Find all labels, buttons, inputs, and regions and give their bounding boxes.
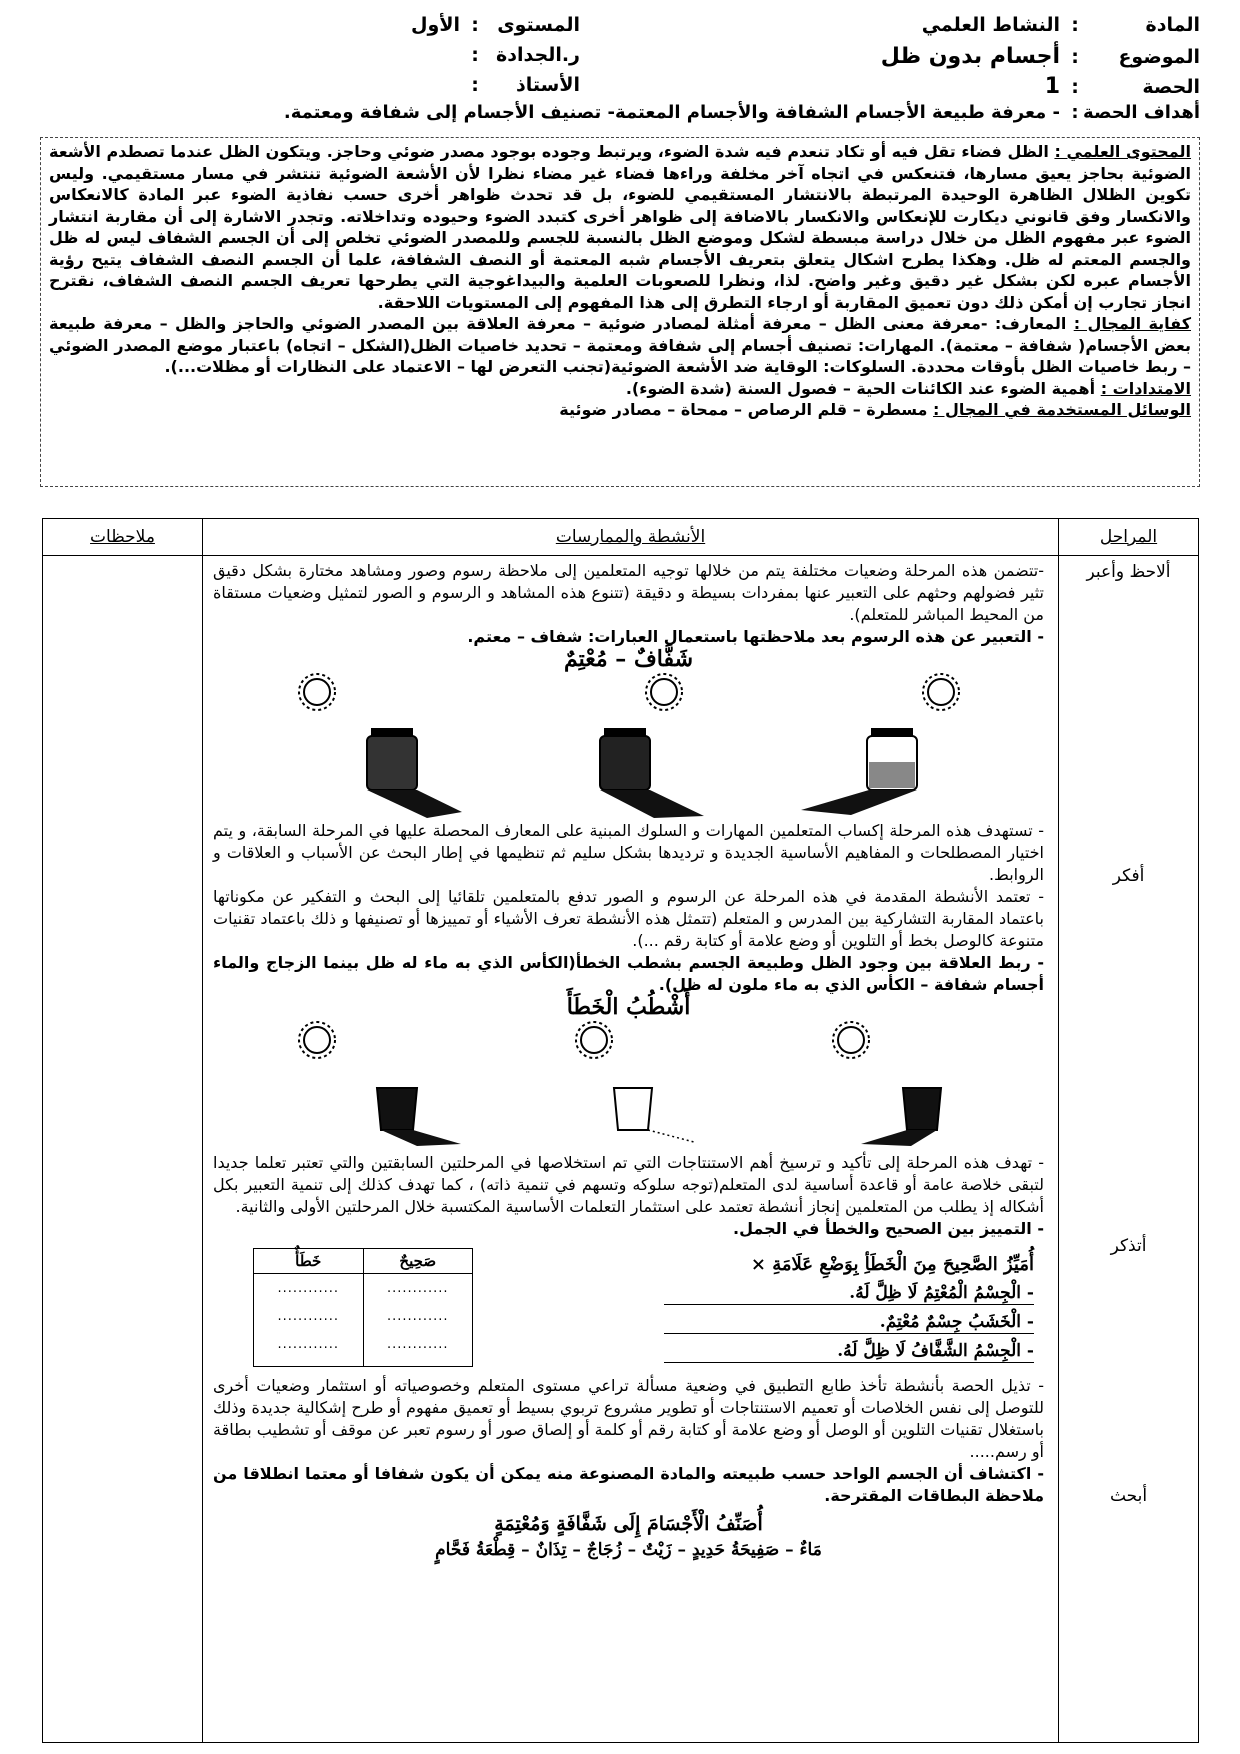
school-row: ر.الجدادة:	[471, 44, 580, 66]
sun-jar-figure-3	[277, 670, 467, 820]
sun-glass-figure-3	[277, 1018, 467, 1148]
stage-observe: ألاحظ وأعبر	[1086, 562, 1171, 582]
figure1-title: شَفَّافٌ – مُعْتِمٌ	[563, 646, 694, 672]
stage1-task: - التعبير عن هذه الرسوم بعد ملاحظتها باستعمال العبارات: شفاف – معتم.	[467, 627, 1044, 646]
school-label: ر.الجدادة	[496, 44, 580, 66]
sun-icon	[833, 1022, 869, 1058]
sun-icon	[646, 674, 682, 710]
tf-wrong-column: ............ ............ ............	[254, 1274, 364, 1367]
lesson-header	[40, 14, 1200, 132]
glass-icon	[377, 1088, 417, 1130]
goals-row: أهداف الحصة:- معرفة طبيعة الأجسام الشفافة والأجسام المعتمة- تصنيف الأجسام إلى شفافة ومعتمة.	[283, 102, 1200, 123]
true-false-exercise	[253, 1248, 1034, 1369]
activities-table	[42, 518, 1199, 1743]
subject-label: المادة	[1145, 14, 1200, 36]
stage-research: أبحث	[1109, 1486, 1148, 1506]
sun-icon	[299, 674, 335, 710]
subject-value: النشاط العلمي	[921, 14, 1060, 36]
activities-cell	[203, 556, 1059, 1743]
goals-value: - معرفة طبيعة الأجسام الشفافة والأجسام المعتمة- تصنيف الأجسام إلى شفافة ومعتمة.	[283, 102, 1060, 123]
figure1-jars	[243, 670, 1014, 820]
scientific-content-box	[40, 137, 1200, 487]
stage1-desc: -تتضمن هذه المرحلة وضعيات مختلفة يتم من خلالها توجيه المتعلمين إلى ملاحظة رسوم وصور ومشاهد مختارة بشكل دقيق تثير فضولهم وحثهم على التعبير عنها بمفردات بسيطة و دقيقة (تتنوع هذه المشاهد و الرسوم و الصور لتمثيل وضعيات مستقاة من المحيط المباشر للمتعلم).	[213, 561, 1044, 624]
subject-row: المادة:النشاط العلمي	[921, 14, 1200, 36]
goals-label: أهداف الحصة	[1083, 102, 1200, 123]
tf-answer-table	[253, 1248, 473, 1367]
col-stages: المراحل	[1059, 519, 1199, 556]
stage2-task: - ربط العلاقة بين وجود الظل وطبيعة الجسم بشطب الخطأ(الكأس الذي به ماء له ظل بينما الزجاج والماء أجسام شفافة – الكأس الذي به ماء ملون له ظل).	[213, 953, 1044, 994]
stages-cell	[1059, 556, 1199, 1743]
tools-label: الوسائل المستخدمة في المجال :	[933, 400, 1191, 419]
level-row: المستوى:الأول	[411, 14, 580, 36]
stage3-task: - التمييز بين الصحيح والخطأ في الجمل.	[733, 1219, 1044, 1238]
stage3-desc: - تهدف هذه المرحلة إلى تأكيد و ترسيخ أهم الاستنتاجات التي تم استخلاصها في المرحلتين السابقتين والتي تعتبر تعلما جديدا لتبقى خلاصة عامة أو قاعدة أساسية لدى المتعلم(توجه سلوكه وتسهم في تنمية ذاته) ، كما تهدف كذلك إلى تنمية التعبير بكل أشكاله إذ يطلب من المتعلمين إنجاز أنشطة تعتمد على استثمار التعلمات الأساسية المكتسبة خلال المرحلتين الأولى والثانية.	[213, 1153, 1044, 1216]
jar-icon	[867, 728, 917, 790]
stage-think: أفكر	[1112, 866, 1145, 886]
stage-remember: أتذكر	[1110, 1236, 1147, 1256]
glass-icon	[614, 1088, 652, 1130]
scientific-content: المحتوى العلمي : الظل فضاء تقل فيه أو تكاد تنعدم فيه شدة الضوء، ويرتبط وجوده بوجود مصدر ضوئي وحاجز. ويتكون الظل عندما تصطدم الأشعة الضوئية بحاجز يعيق مسارها، فتنعكس في اتجاه آخر مخلفة وراءها فضاء غير مضاء نظرا لأن الأشعة الضوئية تنتشر في مسار مستقيمي. وليس تكوين الظلال الظاهرة الوحيدة المرتبطة بالانتشار المستقيمي للضوء، بل قد تحدث ظواهر أخرى حسب نفاذية الضوء عبر المادة كالانعكاس والانكسار وفق قانوني ديكارت للإنعكاس والانكسار بالاضافة إلى ظواهر أخرى كتبدد الضوء وحيوده وتداخلاته. وتجدر الاشارة إلى أن مقاربة انتشار الضوء عبر مفهوم الظل من خلال دراسة مبسطة لشكل وموضع الظل بالنسبة للجسم وللمصدر الضوئي تخلص إلى أن الجسم الشفاف ليس له ظل والجسم المعتم له ظل. وهكذا يطرح اشكال يتعلق بتعريف الأجسام شبه المعتمة أو النصف الشفافة، علما أن الجسم النصف الشفاف يتيح رؤية الأجسام عبره لكن بشكل غير دقيق وغير واضح. لذا، ونظرا للصعوبات العلمية والبيداغوجية التي يطرحها تعريف الجسم النصف الشفاف، نقترح انجاز تجارب إن أمكن ذلك دون تعميق المقاربة أو ارجاء التطرق إلى هذا المفهوم إلى المستويات اللاحقة.	[49, 142, 1192, 312]
teacher-row: الأستاذ:	[471, 74, 580, 96]
competency: كفاية المجال : المعارف: -معرفة معنى الظل – معرفة أمثلة لمصادر ضوئية – معرفة العلاقة بين المصدر الضوئي والحاجز والظل – معرفة طبيعة بعض الأجسام( شفافة – معتمة). المهارات: تصنيف أجسام إلى شفافة ومعتمة – تحديد خاصيات الظل(الشكل – اتجاه) باعتبار موضع المصدر الضوئي – ربط خاصيات الظل بأوقات محددة. السلوكات: الوقاية ضد الأشعة الضوئية(تجنب التعرض لها – الاعتماد على النظارات أو مظلات...).	[49, 314, 1191, 376]
jar-icon	[367, 728, 417, 790]
jar-icon	[600, 728, 650, 790]
tf-statement-1: - الْجِسْمُ الْمُعْتِمُ لَا ظِلَّ لَهُ.	[664, 1282, 1034, 1305]
shadow-shape	[600, 790, 704, 818]
tf-statement-3: - الْجِسْمُ الشَّفَّافُ لَا ظِلَّ لَهُ.	[664, 1340, 1034, 1363]
tools: الوسائل المستخدمة في المجال : مسطرة – قلم الرصاص – ممحاة – مصادر ضوئية	[559, 400, 1191, 419]
extensions: الامتدادات : أهمية الضوء عند الكائنات الحية – فصول السنة (شدة الضوء).	[625, 378, 1191, 398]
sun-jar-figure-2	[534, 670, 724, 820]
scientific-content-label: المحتوى العلمي :	[1054, 142, 1192, 161]
stage2-desc-2: - تعتمد الأنشطة المقدمة في هذه المرحلة عن الرسوم و الصور تدفع بالمتعلمين تلقائيا إلى البحث و التفكير عن مكوناتها باعتماد المقاربة التشاركية بين المدرس و المتعلم (تتمثل هذه الأنشطة تعرف الأشياء أو تمييزها أو تصنيفها و ذلك باعتماد تقنيات متنوعة كالوصل بخط أو التلوين أو وضع علامة أو كتابة رقم ...).	[213, 887, 1044, 950]
topic-label: الموضوع	[1118, 46, 1200, 68]
table-body-row	[43, 556, 1199, 1743]
stage2-desc: - تستهدف هذه المرحلة إكساب المتعلمين المهارات و السلوك المبنية على المعارف المحصلة عليها في المرحلة السابقة، و يتم اختيار المصطلحات و المفاهيم الأساسية الجديدة و ترديدها بشكل سليم ثم تنظيمها في إطار البحث عن الأسباب و العلاقات و الروابط.	[213, 821, 1044, 884]
tf-instruction: أُمَيِّزُ الصَّحِيحَ مِنَ الْخَطَأِ بِوَضْعِ عَلَامَةِ ×	[750, 1254, 1034, 1275]
shadow-shape	[861, 1130, 937, 1146]
sun-jar-figure-1	[791, 670, 981, 820]
faint-shadow	[618, 1130, 694, 1142]
sun-glass-figure-1	[791, 1018, 981, 1148]
level-value: الأول	[411, 14, 460, 36]
shadow-shape	[381, 1130, 461, 1146]
session-row: الحصة:1	[1044, 74, 1200, 99]
competency-label: كفاية المجال :	[1073, 314, 1191, 333]
sun-icon	[299, 1022, 335, 1058]
teacher-label: الأستاذ	[516, 74, 580, 96]
extensions-label: الامتدادات :	[1100, 378, 1191, 398]
tf-correct-column: ............ ............ ............	[363, 1274, 473, 1367]
tf-wrong-header: خَطَأٌ	[254, 1249, 364, 1274]
sun-icon	[576, 1022, 612, 1058]
session-label: الحصة	[1142, 76, 1200, 98]
stage4-desc: - تذيل الحصة بأنشطة تأخذ طابع التطبيق في وضعية مسألة تراعي مستوى المتعلم وخصوصياته أو استثمار وضعيات أخرى للتوصل إلى نفس الخلاصات أو تعميم الاستنتاجات أو تطوير مشروع تربوي بسيط أو تعميق مفهوم أو طرح إشكالية جديدة وذلك باستغلال تقنيات التلوين أو الوصل أو وضع علامة أو كتابة رقم أو كلمة أو إلصاق صور أو رسوم تعبر عن موقف أو تشطيب بطاقة أو رسم.....	[213, 1376, 1044, 1461]
sun-glass-figure-2	[534, 1018, 724, 1148]
table-header-row	[43, 519, 1199, 556]
stage4-task: - اكتشاف أن الجسم الواحد حسب طبيعته والمادة المصنوعة منه يمكن أن يكون شفافا أو معتما انطلاقا من ملاحظة البطاقات المقترحة.	[213, 1464, 1044, 1505]
tf-correct-header: صَحِيحٌ	[363, 1249, 473, 1274]
classify-items: مَاءٌ – صَفِيحَةُ حَدِيدٍ – زَيْتٌ – زُجَاجٌ – تِذَانٌ – قِطْعَةُ فَحَّامٍ	[435, 1540, 822, 1560]
shadow-shape	[367, 790, 462, 818]
level-label: المستوى	[497, 14, 580, 36]
tf-statement-2: - الْخَشَبُ جِسْمٌ مُعْتِمٌ.	[664, 1311, 1034, 1334]
figure2-glasses	[243, 1018, 1014, 1148]
glass-icon	[903, 1088, 941, 1130]
topic-value: أجسام بدون ظل	[880, 44, 1060, 69]
tf-statements	[574, 1248, 1034, 1369]
session-value: 1	[1044, 74, 1060, 99]
sun-icon	[923, 674, 959, 710]
topic-row: الموضوع:أجسام بدون ظل	[880, 44, 1200, 69]
shadow-shape	[801, 790, 917, 815]
notes-cell	[43, 556, 203, 1743]
classify-title: أُصَنِّفُ الْأَجْسَامَ إِلَى شَفَّافَةٍ وَمُعْتِمَةٍ	[494, 1513, 763, 1535]
col-activities: الأنشطة والممارسات	[203, 519, 1059, 556]
figure2-title: أَشْطُبُ الْخَطَأَ	[566, 994, 691, 1020]
col-notes: ملاحظات	[43, 519, 203, 556]
